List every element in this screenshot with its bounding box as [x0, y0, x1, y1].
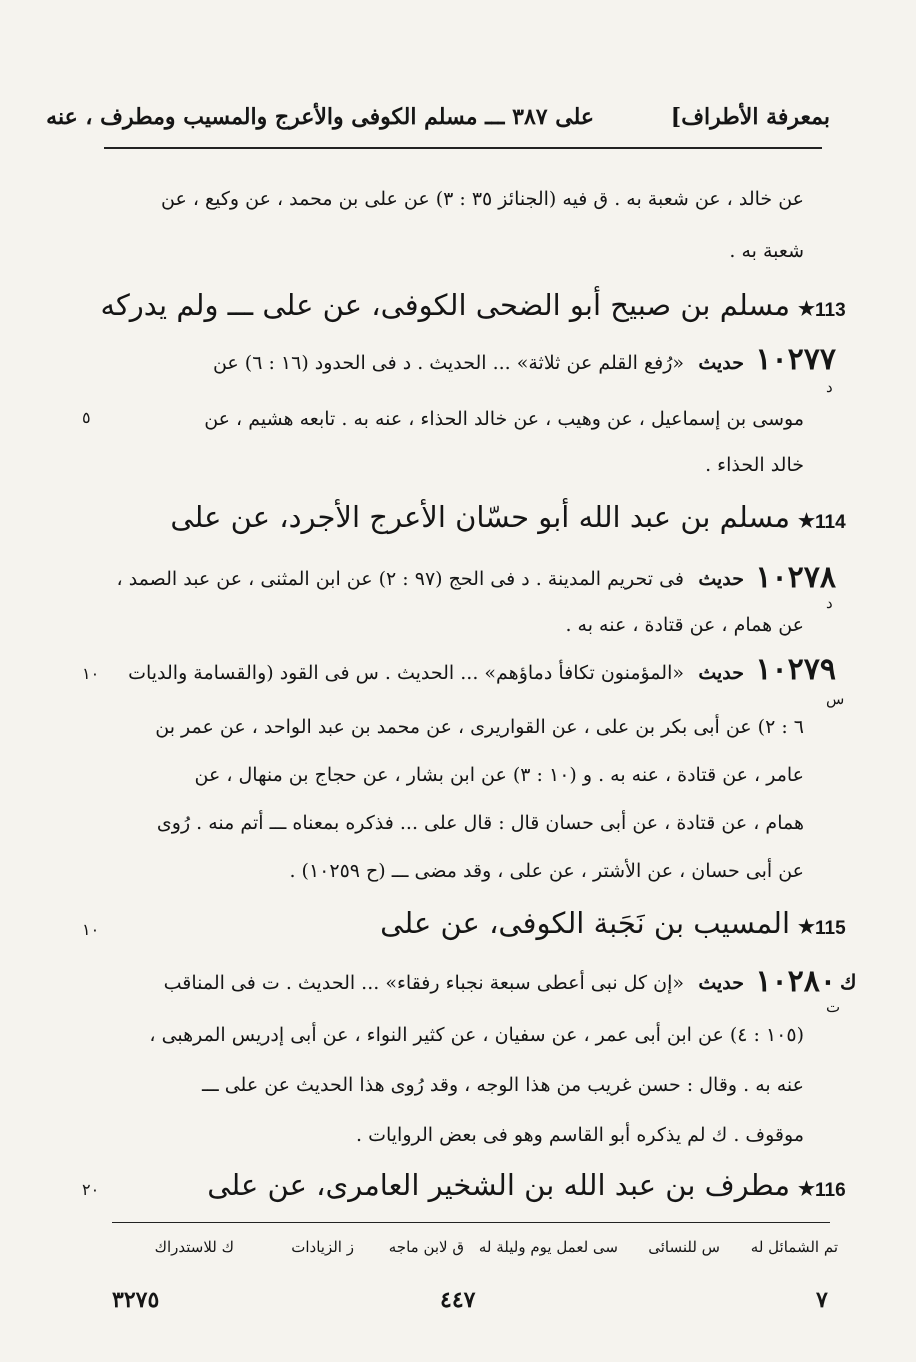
intro-line-1: عن خالد ، عن شعبة به . ق فيه (الجنائز ٣٥ : ٣) عن على بن محمد ، عن وكيع ، عن: [161, 188, 804, 210]
k-mark: ك: [840, 970, 857, 994]
hadith-number: ١٠٢٨٠: [755, 964, 836, 999]
footer-key-item: ك للاستدراك: [154, 1238, 234, 1256]
hadith-text-line: «رُفع القلم عن ثلاثة» ... الحديث . د فى الحدود (١٦ : ٦) عن: [212, 352, 684, 374]
hadith-text-line: فى تحريم المدينة . د فى الحج (٩٧ : ٢) عن ابن المثنى ، عن عبد الصمد ،: [116, 568, 684, 590]
section-star: ★: [798, 917, 816, 938]
hadith-text-line: عن أبى حسان ، عن الأشتر ، عن على ، وقد مضى ـــ (ح ١٠٢٥٩) .: [289, 860, 804, 882]
hadith-text-line: موقوف . ك لم يذكره أبو القاسم وهو فى بعض الروايات .: [356, 1124, 804, 1146]
siglum: ت: [826, 998, 841, 1016]
page-number: ٤٤٧: [440, 1287, 476, 1313]
section-number: 114: [815, 512, 846, 533]
hadith-text-line: عنه به . وقال : حسن غريب من هذا الوجه ، وقد رُوى هذا الحديث عن على ـــ: [201, 1074, 804, 1096]
siglum: س: [826, 690, 845, 708]
line-number-margin: ١٠: [82, 664, 100, 683]
footer-key-item: ز الزيادات: [291, 1238, 354, 1256]
line-number-margin: ٢٠: [82, 1180, 100, 1199]
hadith-text-line: خالد الحذاء .: [705, 454, 804, 476]
footer-rule: [112, 1222, 830, 1223]
section-star: ★: [798, 1179, 816, 1200]
running-header-middle: على ٣٨٧ ـــ مسلم الكوفى والأعرج والمسيب ومطرف ، عنه: [46, 104, 594, 130]
hadith-text-line: موسى بن إسماعيل ، عن وهيب ، عن خالد الحذاء ، عنه به . تابعه هشيم ، عن: [204, 408, 804, 430]
hadith-text-line: (١٠٥ : ٤) عن ابن أبى عمر ، عن سفيان ، عن كثير النواء ، عن أبى إدريس المرهبى ،: [149, 1024, 804, 1046]
section-number: 116: [815, 1180, 846, 1201]
siglum: د: [826, 378, 833, 396]
hadith-number: ١٠٢٧٩: [755, 652, 836, 687]
section-number: 115: [815, 918, 846, 939]
hadith-number: ١٠٢٧٧: [755, 342, 836, 377]
section-star: ★: [798, 511, 816, 532]
hadith-label: حديث: [698, 972, 744, 994]
footer-running-number: ٣٢٧٥: [112, 1287, 160, 1313]
hadith-label: حديث: [698, 568, 744, 590]
running-header-right: بمعرفة الأطراف]: [670, 104, 830, 130]
line-number-margin: ٥: [82, 408, 91, 427]
line-number-margin: ١٠: [82, 920, 100, 939]
hadith-text-line: عن همام ، عن قتادة ، عنه به .: [565, 614, 804, 636]
hadith-text-line: ٦ : ٢) عن أبى بكر بن على ، عن القواريرى ، عن محمد بن عبد الواحد ، عن عمر بن: [155, 716, 804, 738]
section-title: مسلم بن صبيح أبو الضحى الكوفى، عن على ـــ ولم يدركه: [100, 288, 790, 322]
footer-volume-number: ٧: [816, 1287, 828, 1313]
hadith-label: حديث: [698, 662, 744, 684]
intro-line-2: شعبة به .: [729, 240, 804, 262]
hadith-label: حديث: [698, 352, 744, 374]
section-title: مطرف بن عبد الله بن الشخير العامرى، عن على: [207, 1168, 790, 1202]
hadith-number: ١٠٢٧٨: [755, 560, 836, 595]
section-title: مسلم بن عبد الله أبو حسّان الأعرج الأجرد، عن على: [170, 500, 790, 534]
footer-key-item: س للنسائى: [648, 1238, 720, 1256]
section-number: 113: [815, 300, 846, 321]
section-star: ★: [798, 299, 816, 320]
footer-key-item: سى لعمل يوم وليلة له: [478, 1238, 618, 1256]
hadith-text-line: همام ، عن قتادة ، عن أبى حسان قال : قال على ... فذكره بمعناه ـــ أتم منه . رُوى: [156, 812, 804, 834]
header-rule: [104, 147, 822, 149]
section-title: المسيب بن نَجَبة الكوفى، عن على: [380, 906, 790, 940]
hadith-text-line: عامر ، عن قتادة ، عنه به . و (١٠ : ٣) عن ابن بشار ، عن حجاج بن منهال ، عن: [194, 764, 804, 786]
footer-key-item: ق لابن ماجه: [388, 1238, 464, 1256]
hadith-text-line: «إن كل نبى أعطى سبعة نجباء رفقاء» ... الحديث . ت فى المناقب: [163, 972, 684, 994]
footer-key-item: تم الشمائل له: [750, 1238, 838, 1256]
hadith-text-line: «المؤمنون تكافأ دماؤهم» ... الحديث . س فى القود (والقسامة والديات: [128, 662, 684, 684]
siglum: د: [826, 594, 833, 612]
